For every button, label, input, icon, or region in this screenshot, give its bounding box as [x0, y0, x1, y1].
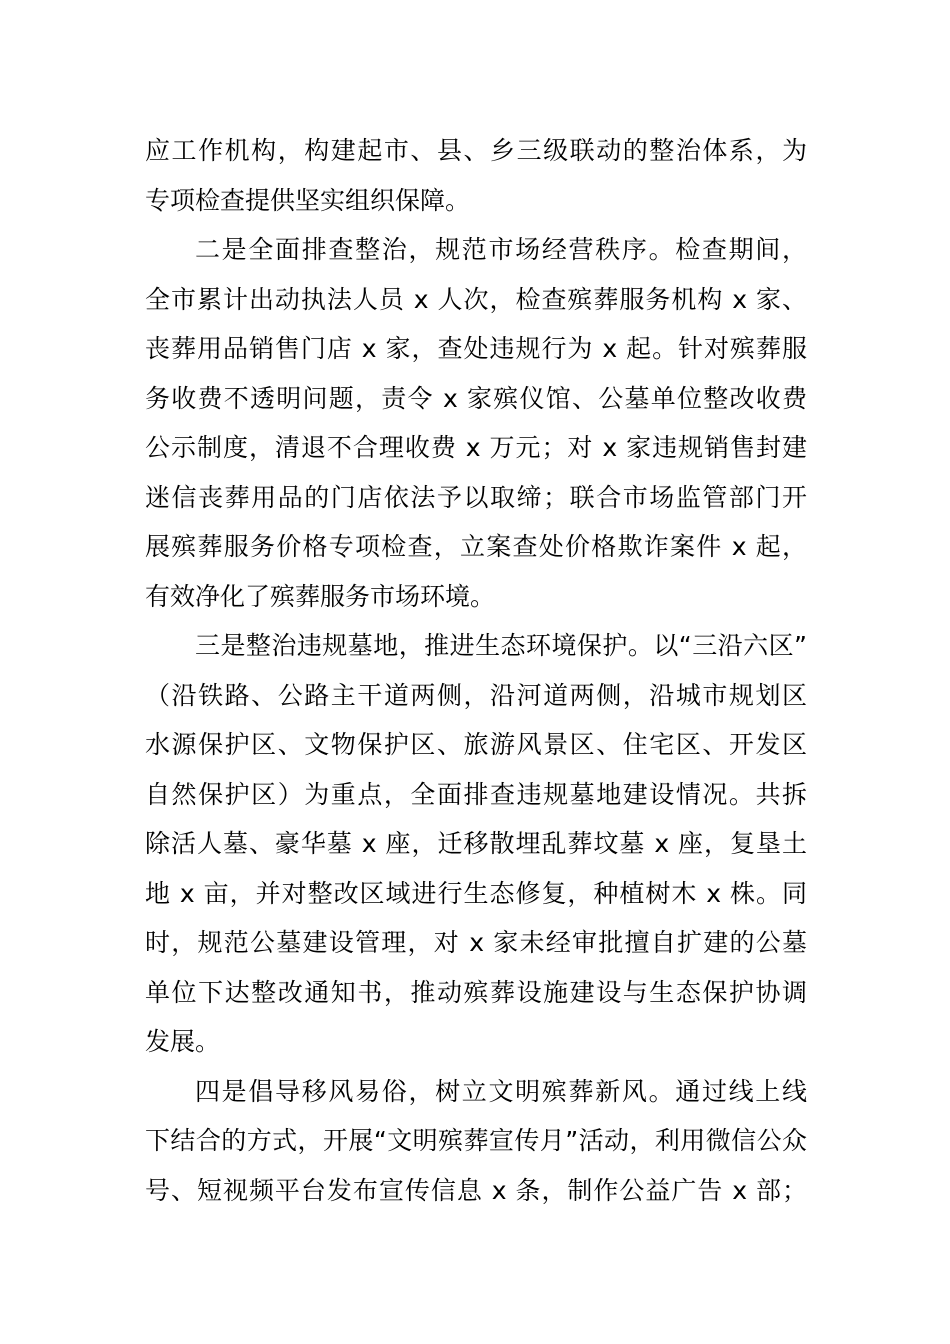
paragraph-market-inspection	[145, 225, 807, 621]
paragraph-civilized-customs	[145, 1067, 807, 1216]
text-line: 公示制度，清退不合理收费 x 万元；对 x 家违规销售封建	[145, 433, 807, 462]
text-line: 专项检查提供坚实组织保障。	[145, 185, 471, 215]
paragraph-cemetery-rectification	[145, 621, 807, 1067]
text-line: 除活人墓、豪华墓 x 座，迁移散埋乱葬坟墓 x 座，复垦土	[145, 829, 807, 858]
text-line: 有效净化了殡葬服务市场环境。	[145, 581, 496, 611]
text-line: 单位下达整改通知书，推动殡葬设施建设与生态保护协调	[145, 977, 807, 1007]
text-line: 自然保护区）为重点，全面排查违规墓地建设情况。共拆	[145, 779, 807, 809]
text-line: （沿铁路、公路主干道两侧，沿河道两侧，沿城市规划区	[145, 680, 807, 710]
text-line: 水源保护区、文物保护区、旅游风景区、住宅区、开发区	[145, 730, 807, 759]
text-line: 下结合的方式，开展“文明殡葬宣传月”活动，利用微信公众	[145, 1126, 807, 1155]
text-line: 全市累计出动执法人员 x 人次，检查殡葬服务机构 x 家、	[145, 284, 807, 314]
text-line: 发展。	[145, 1027, 221, 1056]
text-line: 务收费不透明问题，责令 x 家殡仪馆、公墓单位整改收费	[145, 383, 807, 413]
text-line: 三是整治违规墓地，推进生态环境保护。以“三沿六区”	[195, 631, 807, 660]
text-line: 号、短视频平台发布宣传信息 x 条，制作公益广告 x 部；	[145, 1175, 807, 1205]
text-line: 丧葬用品销售门店 x 家，查处违规行为 x 起。针对殡葬服	[145, 334, 807, 363]
text-line: 二是全面排查整治，规范市场经营秩序。检查期间，	[195, 235, 807, 264]
document-body	[145, 126, 807, 1215]
paragraph-org-structure	[145, 126, 807, 225]
text-line: 四是倡导移风易俗，树立文明殡葬新风。通过线上线	[195, 1076, 807, 1106]
text-line: 时，规范公墓建设管理，对 x 家未经审批擅自扩建的公墓	[145, 928, 807, 957]
text-line: 地 x 亩，并对整改区域进行生态修复，种植树木 x 株。同	[145, 878, 807, 908]
text-line: 应工作机构，构建起市、县、乡三级联动的整治体系，为	[145, 136, 807, 165]
text-line: 迷信丧葬用品的门店依法予以取缔；联合市场监管部门开	[145, 482, 807, 512]
text-line: 展殡葬服务价格专项检查，立案查处价格欺诈案件 x 起，	[145, 532, 807, 561]
